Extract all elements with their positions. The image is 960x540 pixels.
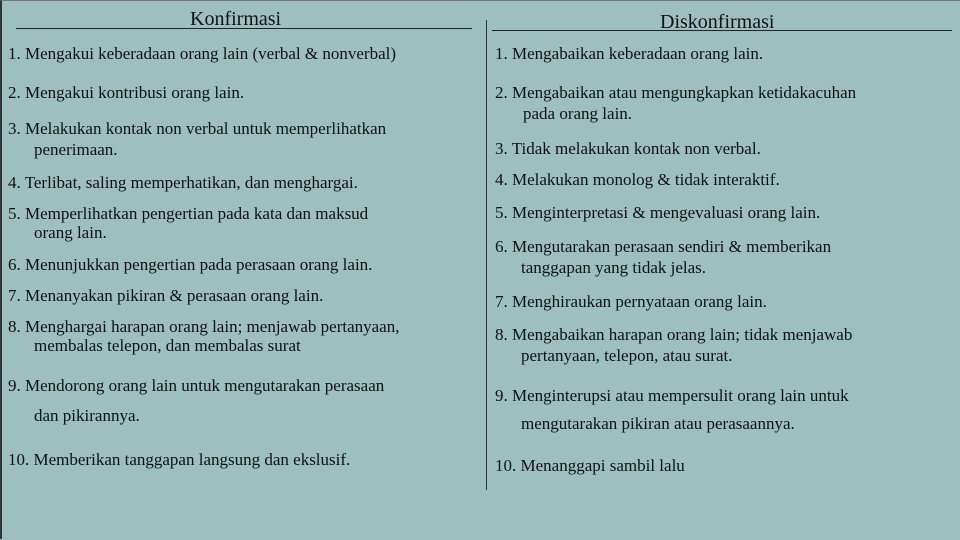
item-line1: 5. Memperlihatkan pengertian pada kata dan maksud [8,204,369,223]
item-line2: dan pikirannya. [34,406,140,425]
konfirmasi-item-8 [8,316,399,354]
item-line1: 7. Menanyakan pikiran & perasaan orang lain. [8,286,324,305]
konfirmasi-item-10 [8,449,350,470]
column-divider [486,20,487,490]
konfirmasi-item-7 [8,285,323,306]
diskonfirmasi-item-1 [495,43,763,64]
diskonfirmasi-item-4 [495,169,780,190]
diskonfirmasi-item-6 [495,236,831,278]
item-line1: 1. Mengakui keberadaan orang lain (verbal & nonverbal) [8,44,397,63]
item-line1: 9. Mendorong orang lain untuk mengutarakan perasaan [8,376,385,395]
item-line2: mengutarakan pikiran atau perasaannya. [521,414,795,433]
konfirmasi-item-1 [8,43,396,64]
konfirmasi-item-4 [8,172,358,193]
item-line2: orang lain. [34,223,107,242]
diskonfirmasi-item-10 [495,455,685,476]
konfirmasi-item-6 [8,254,372,275]
header-diskonfirmasi: Diskonfirmasi [660,11,775,33]
item-line2: membalas telepon, dan membalas surat [34,336,301,355]
item-line1: 10. Menanggapi sambil lalu [495,456,685,475]
item-line1: 6. Menunjukkan pengertian pada perasaan orang lain. [8,255,373,274]
diskonfirmasi-item-5 [495,202,820,223]
item-line1: 1. Mengabaikan keberadaan orang lain. [495,44,764,63]
item-line1: 3. Tidak melakukan kontak non verbal. [495,139,761,158]
item-line1: 9. Menginterupsi atau mempersulit orang lain untuk [495,386,849,405]
konfirmasi-item-3 [8,118,386,160]
item-line1: 4. Melakukan monolog & tidak interaktif. [495,170,780,189]
diskonfirmasi-item-9 [495,385,849,434]
diskonfirmasi-item-8 [495,324,852,366]
diskonfirmasi-item-2 [495,82,856,124]
item-line1: 10. Memberikan tanggapan langsung dan ekslusif. [8,450,351,469]
item-line1: 7. Menghiraukan pernyataan orang lain. [495,292,767,311]
diskonfirmasi-item-3 [495,138,761,159]
item-line1: 3. Melakukan kontak non verbal untuk memperlihatkan [8,119,387,138]
item-line1: 5. Menginterpretasi & mengevaluasi orang lain. [495,203,821,222]
item-line1: 6. Mengutarakan perasaan sendiri & memberikan [495,237,832,256]
header-underline-left [16,28,472,29]
konfirmasi-item-5 [8,203,368,241]
item-line2: pada orang lain. [523,104,633,123]
item-line1: 2. Mengabaikan atau mengungkapkan ketidakacuhan [495,83,857,102]
header-underline-right [492,30,952,31]
item-line1: 4. Terlibat, saling memperhatikan, dan menghargai. [8,173,358,192]
header-konfirmasi: Konfirmasi [190,8,282,30]
item-line2: tanggapan yang tidak jelas. [521,258,707,277]
diskonfirmasi-item-7 [495,291,767,312]
item-line1: 8. Mengabaikan harapan orang lain; tidak menjawab [495,325,853,344]
item-line2: pertanyaan, telepon, atau surat. [521,346,733,365]
item-line1: 2. Mengakui kontribusi orang lain. [8,83,245,102]
item-line2: penerimaan. [34,140,118,159]
konfirmasi-item-2 [8,82,244,103]
item-line1: 8. Menghargai harapan orang lain; menjawab pertanyaan, [8,317,400,336]
konfirmasi-item-9 [8,375,384,426]
